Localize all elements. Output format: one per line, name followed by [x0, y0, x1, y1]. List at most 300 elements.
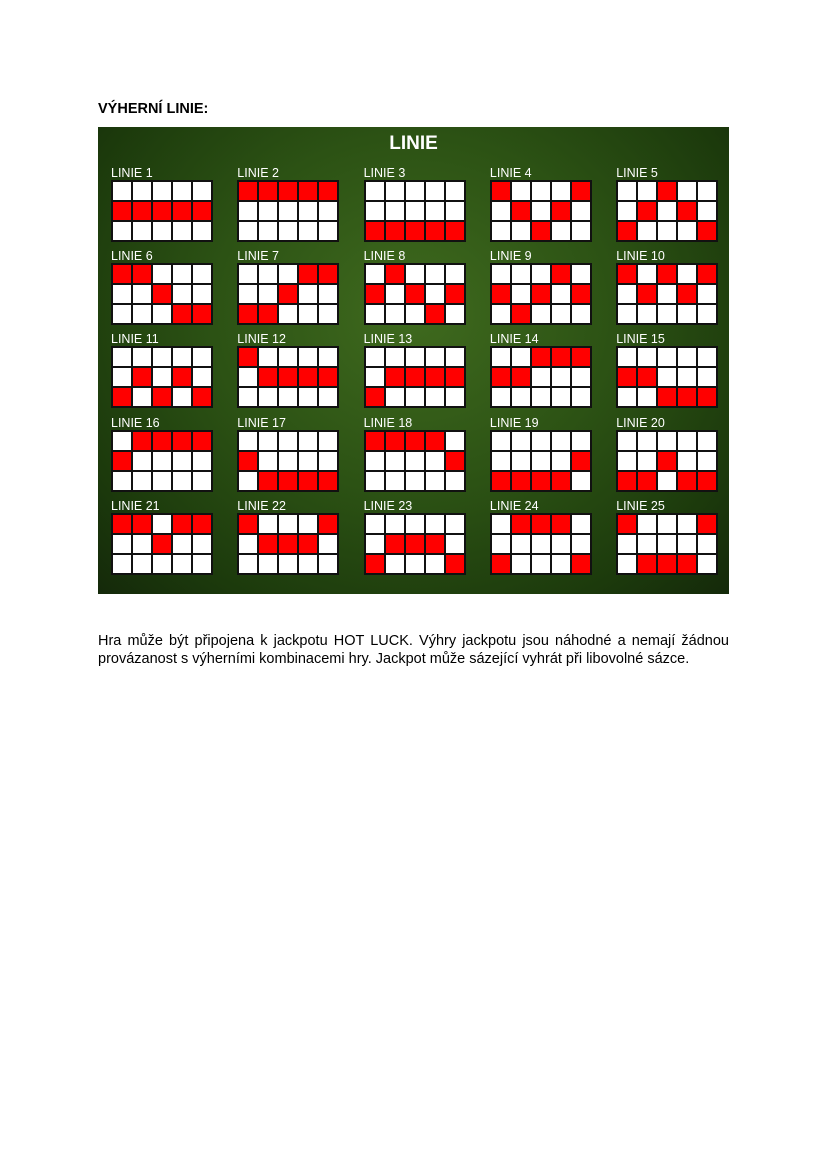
payline-8 [364, 249, 466, 325]
payline-cell-active [239, 182, 257, 200]
payline-cell [698, 555, 716, 573]
payline-cell-active [299, 472, 317, 490]
payline-cell [426, 348, 444, 366]
payline-grid [364, 180, 466, 242]
payline-cell [618, 202, 636, 220]
payline-cell [193, 265, 211, 283]
payline-cell [299, 432, 317, 450]
payline-cell [133, 182, 151, 200]
payline-5 [616, 166, 718, 242]
payline-cell-active [698, 472, 716, 490]
payline-label: LINIE 2 [237, 166, 279, 180]
payline-cell-active [552, 348, 570, 366]
payline-cell-active [259, 182, 277, 200]
payline-cell [279, 452, 297, 470]
payline-cell-active [133, 432, 151, 450]
payline-cell [532, 368, 550, 386]
payline-cell [319, 535, 337, 553]
payline-cell-active [678, 555, 696, 573]
payline-cell [279, 305, 297, 323]
payline-cell [366, 452, 384, 470]
payline-cell-active [406, 368, 424, 386]
payline-cell [406, 265, 424, 283]
payline-cell-active [113, 202, 131, 220]
payline-cell [492, 432, 510, 450]
payline-cell [193, 555, 211, 573]
payline-cell [426, 388, 444, 406]
payline-cell [572, 515, 590, 533]
payline-cell [678, 348, 696, 366]
payline-cell [638, 452, 656, 470]
payline-cell [446, 305, 464, 323]
payline-cell-active [366, 432, 384, 450]
payline-cell [552, 285, 570, 303]
payline-cell [678, 515, 696, 533]
payline-cell-active [678, 285, 696, 303]
payline-cell [259, 388, 277, 406]
payline-cell [698, 452, 716, 470]
payline-cell-active [366, 222, 384, 240]
payline-cell [572, 472, 590, 490]
payline-cell [532, 265, 550, 283]
payline-cell [133, 348, 151, 366]
payline-cell-active [366, 285, 384, 303]
payline-label: LINIE 10 [616, 249, 665, 264]
payline-cell-active [279, 285, 297, 303]
payline-label: LINIE 23 [363, 498, 413, 513]
payline-cell-active [446, 452, 464, 470]
payline-grid [616, 180, 718, 242]
payline-cell-active [386, 535, 404, 553]
payline-cell-active [153, 432, 171, 450]
payline-23 [364, 499, 466, 575]
payline-cell-active [698, 222, 716, 240]
payline-cell [299, 348, 317, 366]
payline-cell-active [173, 202, 191, 220]
payline-cell [492, 222, 510, 240]
payline-label: LINIE 25 [616, 498, 665, 513]
payline-25 [616, 499, 718, 575]
payline-grid [111, 513, 213, 575]
payline-cell-active [193, 202, 211, 220]
payline-cell [572, 388, 590, 406]
payline-cell-active [512, 202, 530, 220]
payline-cell [279, 432, 297, 450]
payline-17 [237, 416, 339, 492]
payline-cell [279, 515, 297, 533]
payline-cell-active [512, 368, 530, 386]
payline-cell [492, 305, 510, 323]
payline-cell [426, 472, 444, 490]
payline-cell [512, 348, 530, 366]
payline-cell [532, 202, 550, 220]
payline-cell [426, 555, 444, 573]
payline-cell [113, 305, 131, 323]
payline-cell-active [279, 472, 297, 490]
payline-cell [532, 535, 550, 553]
payline-cell [386, 182, 404, 200]
payline-cell-active [426, 222, 444, 240]
payline-label: LINIE 3 [363, 166, 406, 180]
payline-cell [572, 535, 590, 553]
payline-cell [366, 348, 384, 366]
payline-cell-active [638, 202, 656, 220]
payline-cell-active [492, 472, 510, 490]
payline-cell [572, 202, 590, 220]
payline-cell [618, 348, 636, 366]
payline-cell [638, 265, 656, 283]
payline-cell-active [279, 182, 297, 200]
payline-cell-active [193, 388, 211, 406]
payline-cell [113, 535, 131, 553]
payline-cell [552, 368, 570, 386]
payline-cell [512, 265, 530, 283]
payline-cell-active [572, 285, 590, 303]
payline-cell [259, 348, 277, 366]
payline-grid [364, 263, 466, 325]
payline-cell-active [133, 265, 151, 283]
payline-cell [532, 305, 550, 323]
payline-cell [113, 285, 131, 303]
payline-cell-active [386, 368, 404, 386]
payline-cell-active [113, 388, 131, 406]
payline-18 [364, 416, 466, 492]
payline-grid [364, 430, 466, 492]
payline-cell-active [532, 285, 550, 303]
payline-cell-active [173, 432, 191, 450]
payline-cell [572, 265, 590, 283]
payline-cell-active [532, 515, 550, 533]
payline-cell [259, 222, 277, 240]
payline-cell [299, 202, 317, 220]
payline-cell-active [366, 555, 384, 573]
payline-cell-active [552, 472, 570, 490]
payline-cell [446, 515, 464, 533]
payline-cell [698, 305, 716, 323]
payline-cell-active [113, 515, 131, 533]
payline-cell-active [572, 452, 590, 470]
payline-cell [446, 202, 464, 220]
payline-cell-active [532, 472, 550, 490]
payline-cell-active [133, 202, 151, 220]
payline-cell-active [193, 515, 211, 533]
payline-cell [552, 222, 570, 240]
payline-cell [638, 432, 656, 450]
payline-cell [658, 515, 676, 533]
payline-grid [111, 180, 213, 242]
payline-cell-active [406, 535, 424, 553]
payline-cell [572, 432, 590, 450]
payline-cell [386, 305, 404, 323]
payline-cell-active [512, 515, 530, 533]
payline-cell [173, 348, 191, 366]
payline-cell-active [572, 555, 590, 573]
payline-cell-active [239, 348, 257, 366]
payline-cell [658, 535, 676, 553]
payline-grid [364, 346, 466, 408]
payline-cell [366, 265, 384, 283]
payline-cell [386, 202, 404, 220]
payline-cell [239, 535, 257, 553]
payline-label: LINIE 20 [616, 415, 665, 430]
payline-cell [299, 305, 317, 323]
payline-cell [638, 305, 656, 323]
payline-15 [616, 332, 718, 408]
payline-label: LINIE 19 [489, 415, 539, 430]
payline-cell [366, 535, 384, 553]
payline-24 [490, 499, 592, 575]
payline-cell [532, 182, 550, 200]
payline-cell-active [618, 222, 636, 240]
payline-cell-active [618, 515, 636, 533]
payline-cell [406, 202, 424, 220]
payline-cell [299, 285, 317, 303]
payline-cell-active [193, 305, 211, 323]
payline-cell [406, 515, 424, 533]
payline-cell-active [173, 305, 191, 323]
payline-cell [259, 452, 277, 470]
payline-cell [319, 388, 337, 406]
payline-grid [616, 513, 718, 575]
payline-cell [618, 388, 636, 406]
payline-cell-active [319, 368, 337, 386]
payline-cell [406, 182, 424, 200]
payline-cell [678, 265, 696, 283]
payline-cell [406, 452, 424, 470]
payline-cell-active [552, 202, 570, 220]
payline-cell-active [426, 305, 444, 323]
payline-cell [492, 535, 510, 553]
payline-4 [490, 166, 592, 242]
payline-cell [512, 285, 530, 303]
payline-cell-active [678, 388, 696, 406]
payline-cell [552, 452, 570, 470]
payline-label: LINIE 8 [363, 249, 406, 264]
payline-cell [678, 305, 696, 323]
payline-label: LINIE 14 [489, 332, 539, 347]
payline-cell [239, 368, 257, 386]
payline-cell [279, 265, 297, 283]
payline-cell-active [618, 368, 636, 386]
payline-cell [406, 555, 424, 573]
payline-cell-active [259, 472, 277, 490]
payline-grid [616, 346, 718, 408]
payline-cell-active [406, 285, 424, 303]
payline-cell [113, 182, 131, 200]
payline-cell [552, 555, 570, 573]
payline-cell [698, 182, 716, 200]
payline-cell-active [492, 285, 510, 303]
payline-cell-active [113, 265, 131, 283]
payline-grid [237, 430, 339, 492]
payline-cell [193, 182, 211, 200]
payline-cell-active [279, 368, 297, 386]
payline-cell-active [386, 222, 404, 240]
payline-cell [512, 182, 530, 200]
payline-grid [490, 346, 592, 408]
payline-cell [239, 472, 257, 490]
payline-cell-active [239, 515, 257, 533]
payline-cell [552, 535, 570, 553]
payline-cell-active [406, 222, 424, 240]
payline-grid [490, 430, 592, 492]
payline-cell [173, 452, 191, 470]
payline-cell-active [319, 182, 337, 200]
payline-cell [658, 432, 676, 450]
payline-cell [193, 348, 211, 366]
payline-cell-active [618, 265, 636, 283]
payline-cell [279, 222, 297, 240]
payline-cell [638, 348, 656, 366]
payline-cell [239, 555, 257, 573]
payline-cell [426, 182, 444, 200]
payline-cell-active [299, 535, 317, 553]
payline-cell-active [492, 182, 510, 200]
payline-cell-active [658, 182, 676, 200]
payline-cell [386, 555, 404, 573]
payline-cell [638, 182, 656, 200]
payline-cell [618, 432, 636, 450]
payline-cell [492, 515, 510, 533]
payline-11 [111, 332, 213, 408]
payline-cell [153, 305, 171, 323]
payline-cell [512, 432, 530, 450]
payline-cell [239, 388, 257, 406]
payline-cell-active [386, 265, 404, 283]
payline-22 [237, 499, 339, 575]
payline-cell [173, 388, 191, 406]
payline-cell [512, 535, 530, 553]
payline-cell [426, 452, 444, 470]
payline-cell-active [678, 472, 696, 490]
payline-grid [237, 513, 339, 575]
payline-cell [366, 472, 384, 490]
payline-cell [319, 202, 337, 220]
payline-3 [364, 166, 466, 242]
payline-cell [113, 555, 131, 573]
payline-cell-active [259, 535, 277, 553]
payline-cell [239, 202, 257, 220]
payline-1 [111, 166, 213, 242]
payline-cell-active [492, 368, 510, 386]
payline-cell [698, 202, 716, 220]
payline-cell [113, 432, 131, 450]
payline-cell [173, 285, 191, 303]
payline-cell [153, 452, 171, 470]
payline-cell [446, 265, 464, 283]
payline-cell [678, 368, 696, 386]
payline-cell-active [638, 555, 656, 573]
payline-cell [618, 305, 636, 323]
payline-cell [133, 305, 151, 323]
payline-cell-active [492, 555, 510, 573]
payline-cell [239, 432, 257, 450]
payline-cell-active [658, 555, 676, 573]
payline-cell-active [426, 368, 444, 386]
payline-label: LINIE 11 [111, 332, 159, 347]
payline-cell-active [512, 472, 530, 490]
payline-cell [319, 222, 337, 240]
payline-cell-active [319, 265, 337, 283]
payline-cell-active [678, 202, 696, 220]
payline-cell [492, 265, 510, 283]
payline-cell [446, 182, 464, 200]
payline-cell [153, 368, 171, 386]
payline-cell [133, 535, 151, 553]
payline-cell [153, 222, 171, 240]
payline-label: LINIE 16 [111, 415, 160, 430]
payline-cell [319, 452, 337, 470]
paylines-title: LINIE [389, 133, 438, 154]
payline-cell [319, 432, 337, 450]
payline-cell [426, 265, 444, 283]
payline-cell [512, 222, 530, 240]
payline-cell [259, 515, 277, 533]
payline-cell [658, 222, 676, 240]
payline-cell [279, 388, 297, 406]
payline-cell [386, 388, 404, 406]
payline-cell-active [552, 265, 570, 283]
payline-cell [572, 222, 590, 240]
payline-cell [113, 368, 131, 386]
payline-cell [193, 222, 211, 240]
payline-cell [446, 535, 464, 553]
payline-cell [618, 555, 636, 573]
payline-cell [259, 285, 277, 303]
payline-cell-active [366, 388, 384, 406]
payline-cell [386, 348, 404, 366]
payline-cell-active [638, 472, 656, 490]
payline-cell [366, 368, 384, 386]
payline-cell [552, 182, 570, 200]
payline-label: LINIE 1 [111, 166, 153, 180]
payline-cell-active [446, 222, 464, 240]
payline-cell [638, 222, 656, 240]
payline-cell [618, 285, 636, 303]
payline-cell [532, 452, 550, 470]
payline-cell [552, 432, 570, 450]
payline-cell [133, 452, 151, 470]
payline-cell [446, 432, 464, 450]
payline-cell-active [279, 535, 297, 553]
payline-cell [113, 222, 131, 240]
payline-cell [279, 555, 297, 573]
payline-cell-active [153, 285, 171, 303]
payline-cell [153, 555, 171, 573]
payline-7 [237, 249, 339, 325]
payline-cell [446, 388, 464, 406]
payline-cell [658, 305, 676, 323]
payline-grid [237, 263, 339, 325]
payline-cell-active [153, 535, 171, 553]
payline-cell-active [658, 265, 676, 283]
payline-cell-active [259, 368, 277, 386]
payline-grid [616, 430, 718, 492]
payline-cell [366, 515, 384, 533]
payline-label: LINIE 9 [489, 249, 532, 264]
payline-grid [111, 346, 213, 408]
payline-cell [512, 388, 530, 406]
payline-cell [193, 472, 211, 490]
payline-cell [193, 452, 211, 470]
payline-cell [366, 305, 384, 323]
payline-cell [426, 285, 444, 303]
payline-cell [259, 555, 277, 573]
payline-14 [490, 332, 592, 408]
payline-cell-active [299, 182, 317, 200]
payline-cell-active [446, 368, 464, 386]
payline-grid [237, 180, 339, 242]
